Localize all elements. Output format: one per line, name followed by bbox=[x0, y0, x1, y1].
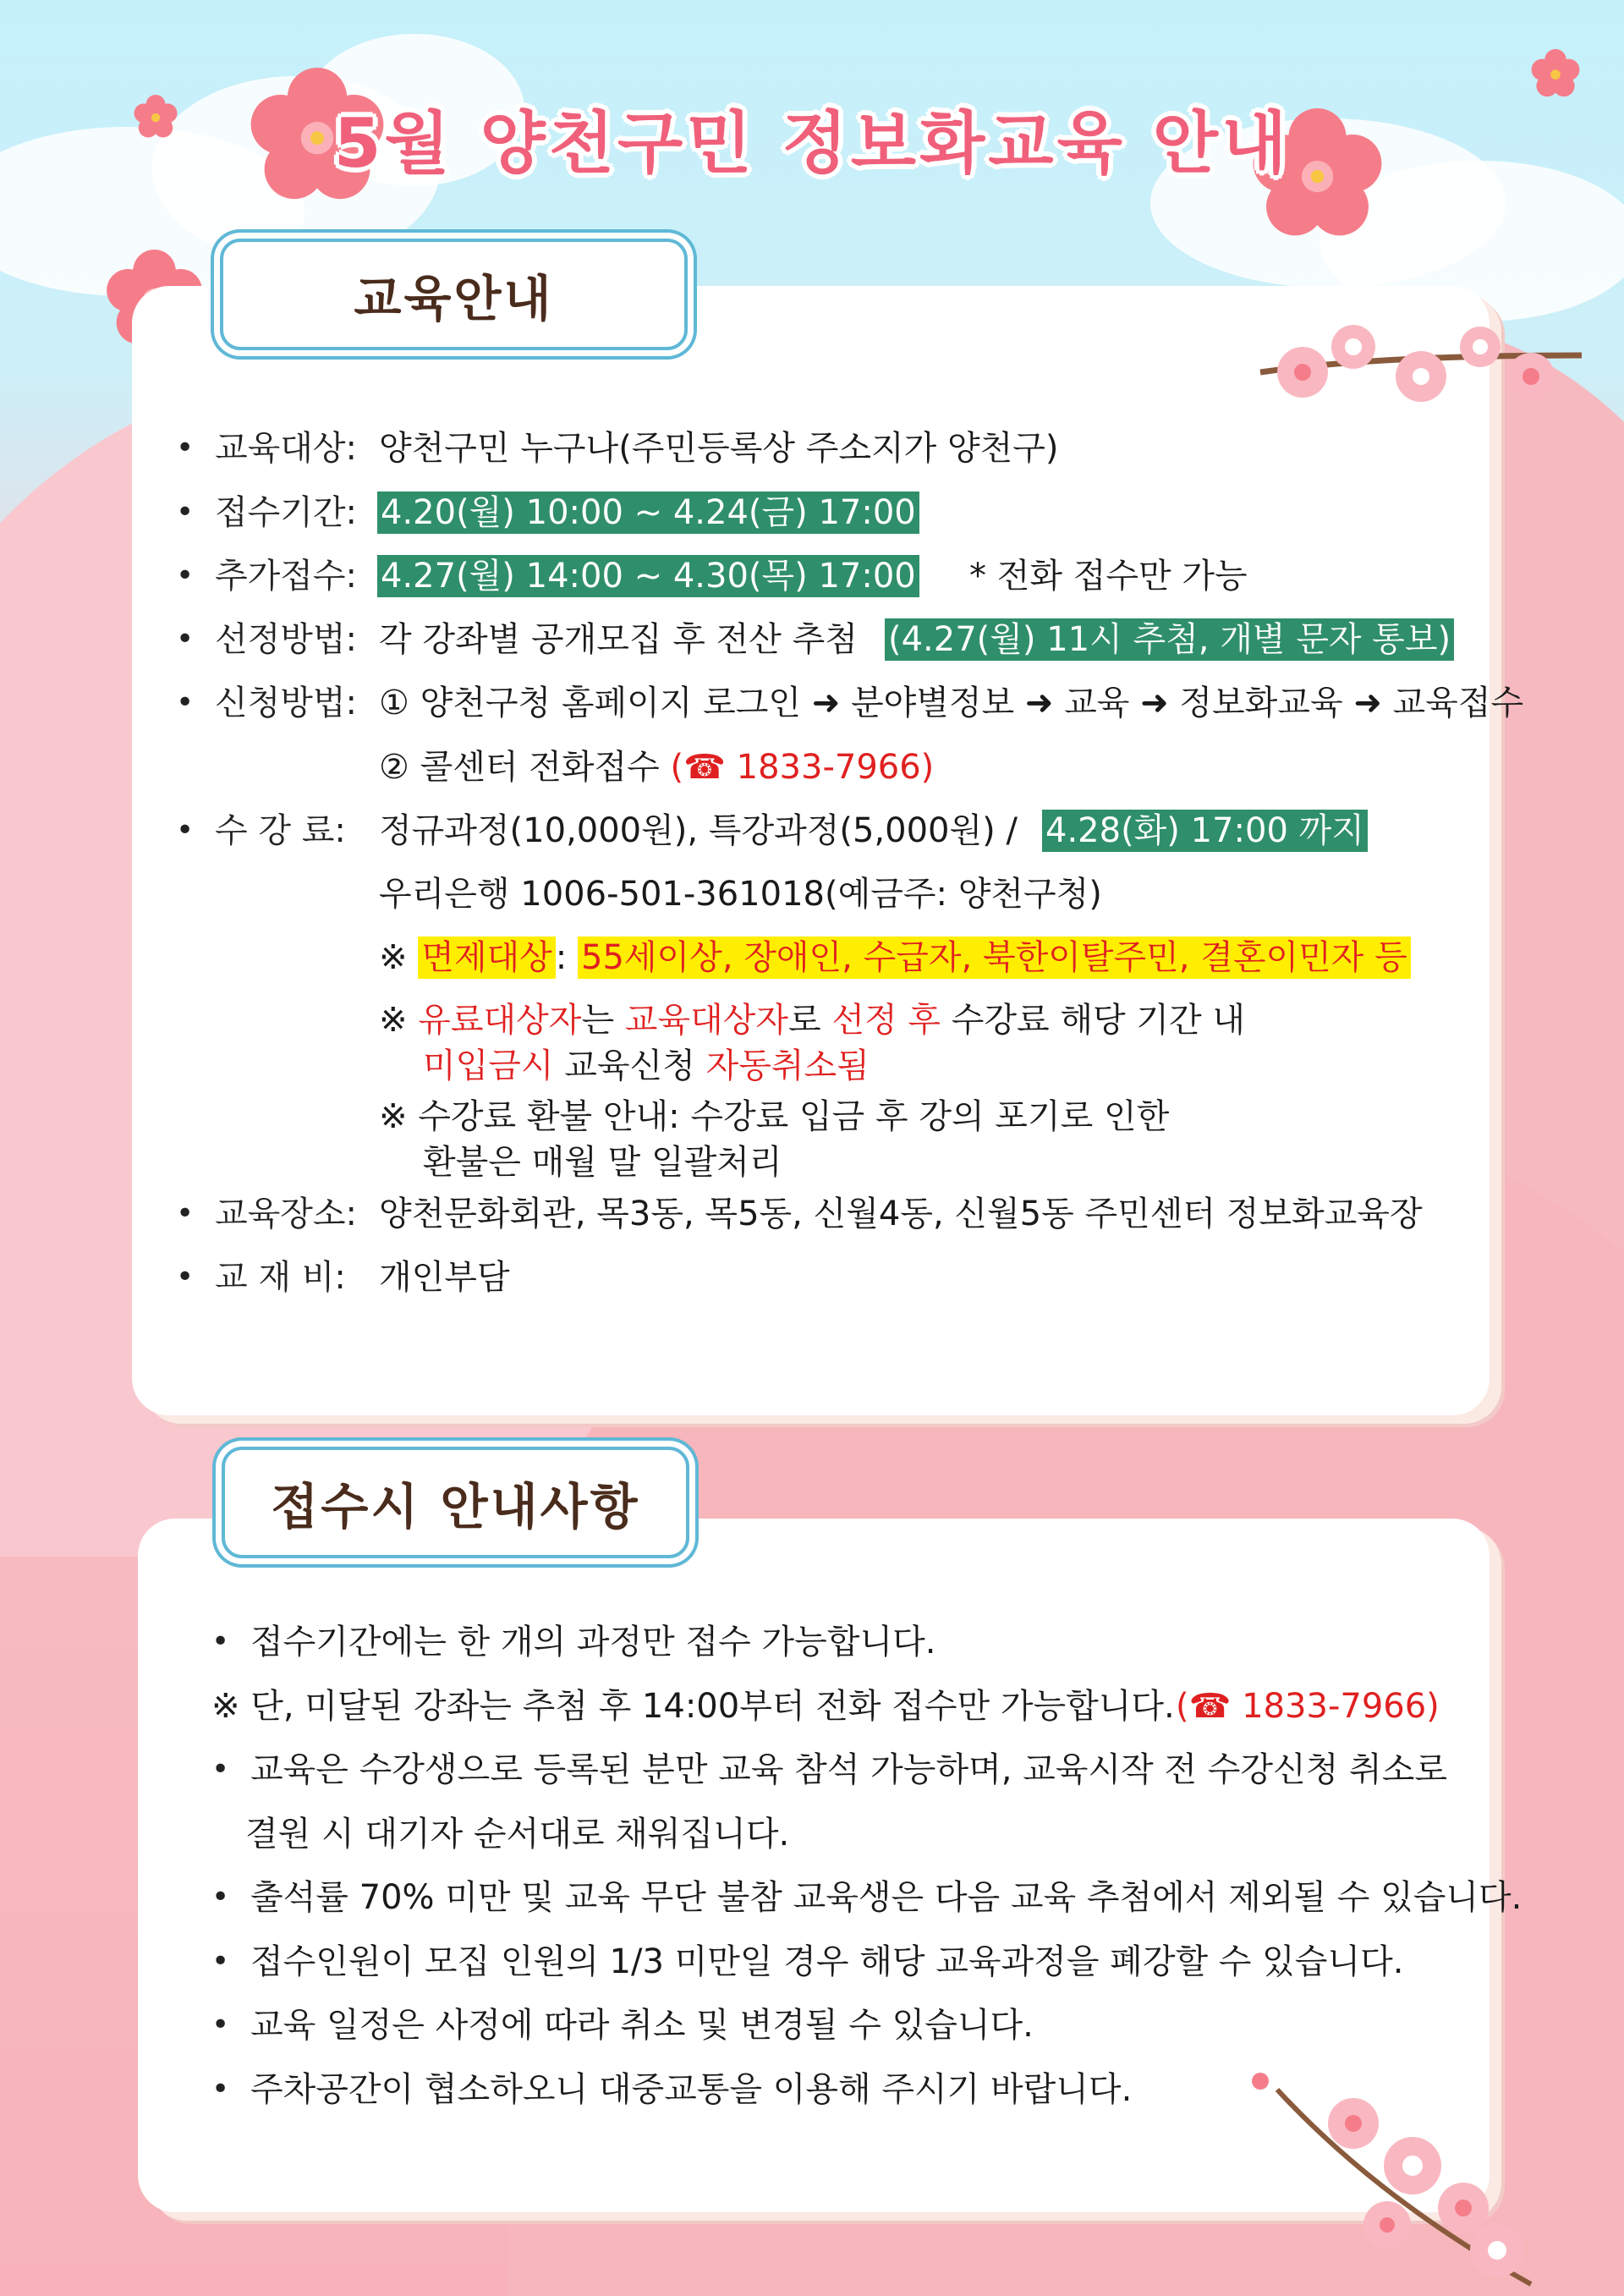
highlight-green: 4.28(화) 17:00 까지 bbox=[1042, 810, 1368, 852]
item-highlight-reception-period bbox=[377, 493, 919, 532]
education-info-tag: 교육안내 bbox=[220, 239, 688, 350]
page-title: 5월 양천구민 정보화교육 안내 bbox=[333, 104, 1291, 183]
bullet: • bbox=[211, 1752, 230, 1787]
bullet: • bbox=[176, 622, 195, 656]
apply-step: ① 양천구청 홈페이지 로그인 bbox=[379, 684, 802, 722]
paid-text: 교육신청 bbox=[553, 1046, 706, 1085]
fee-paid-line-1 bbox=[379, 1001, 1245, 1040]
fee-exempt-line bbox=[379, 938, 1411, 977]
item-label-location: 교육장소: bbox=[215, 1195, 358, 1233]
highlight-green: 4.27(월) 14:00 ~ 4.30(목) 17:00 bbox=[377, 555, 919, 597]
item-label-textbook: 교 재 비: bbox=[215, 1258, 346, 1297]
fee-bank-account: 우리은행 1006-501-361018(예금주: 양천구청) bbox=[379, 875, 1102, 914]
item-highlight-fee-deadline bbox=[1042, 811, 1368, 850]
bullet: • bbox=[211, 2072, 230, 2106]
apply-step: 교육접수 bbox=[1392, 684, 1524, 722]
notice-line: 결원 시 대기자 순서대로 채워집니다. bbox=[245, 1815, 790, 1854]
bullet: • bbox=[176, 431, 195, 465]
paid-selected-text: 선정 후 bbox=[831, 1001, 941, 1040]
apply-step: 교육 bbox=[1064, 684, 1130, 722]
bullet: • bbox=[176, 685, 195, 720]
highlight-green: 4.20(월) 10:00 ~ 4.24(금) 17:00 bbox=[377, 492, 919, 534]
item-highlight-extra-reception bbox=[377, 557, 919, 596]
callcenter-text: ② 콜센터 전화접수 bbox=[379, 748, 660, 787]
arrow-right-icon: ➜ bbox=[811, 684, 841, 722]
item-label-fee: 수 강 료: bbox=[215, 811, 346, 850]
item-text-selection: 각 강좌별 공개모집 후 전산 추첨 bbox=[379, 620, 858, 659]
arrow-right-icon: ➜ bbox=[1140, 684, 1169, 722]
item-text-fee: 정규과정(10,000원), 특강과정(5,000원) / bbox=[379, 811, 1018, 850]
item-label-extra-reception: 추가접수: bbox=[215, 557, 358, 596]
bullet: • bbox=[176, 1196, 195, 1231]
notice-line: 교육 일정은 사정에 따라 취소 및 변경될 수 있습니다. bbox=[250, 2006, 1034, 2045]
blossom-branch-icon bbox=[1252, 296, 1590, 431]
item-highlight-selection bbox=[885, 620, 1454, 659]
paid-cancel-text: 자동취소됨 bbox=[705, 1046, 870, 1085]
notice-line: 출석률 70% 미만 및 교육 무단 불참 교육생은 다음 교육 추첨에서 제외될 수 있습니다. bbox=[250, 1878, 1522, 1917]
exempt-label: 면제대상 bbox=[418, 937, 556, 979]
item-label-target: 교육대상: bbox=[215, 429, 358, 468]
fee-paid-line-2 bbox=[423, 1046, 870, 1085]
apply-steps-line bbox=[379, 686, 1523, 720]
notice-line: 교육은 수강생으로 등록된 분만 교육 참석 가능하며, 교육시작 전 수강신청 취소로 bbox=[250, 1750, 1447, 1789]
item-label-reception-period: 접수기간: bbox=[215, 493, 358, 532]
bullet: • bbox=[176, 495, 195, 530]
arrow-right-icon: ➜ bbox=[1024, 684, 1054, 722]
item-label-selection: 선정방법: bbox=[215, 620, 358, 659]
paid-target-text: 유료대상자 bbox=[418, 1001, 582, 1040]
item-note-phone-only: * 전화 접수만 가능 bbox=[969, 557, 1248, 596]
bullet: • bbox=[176, 558, 195, 593]
bullet: • bbox=[211, 1880, 230, 1914]
paid-text: 수강료 해당 기간 내 bbox=[941, 1001, 1245, 1040]
notice-line: 주차공간이 협소하오니 대중교통을 이용해 주시기 바랍니다. bbox=[250, 2070, 1133, 2109]
arrow-right-icon: ➜ bbox=[1353, 684, 1382, 722]
bullet: • bbox=[176, 1260, 195, 1294]
fee-refund-line-1: ※ 수강료 환불 안내: 수강료 입금 후 강의 포기로 인한 bbox=[379, 1097, 1170, 1136]
paid-text: 는 bbox=[581, 1001, 625, 1040]
bullet: • bbox=[176, 813, 195, 848]
apply-step: 정보화교육 bbox=[1179, 684, 1343, 722]
item-text-location: 양천문화회관, 목3동, 목5동, 신월4동, 신월5동 주민센터 정보화교육장 bbox=[379, 1195, 1423, 1233]
fee-refund-line-2: 환불은 매월 말 일괄처리 bbox=[423, 1143, 782, 1182]
note-mark: ※ bbox=[379, 938, 408, 977]
apply-step: 분야별정보 bbox=[851, 684, 1015, 722]
exempt-colon: : bbox=[555, 938, 568, 977]
notice-line: 접수기간에는 한 개의 과정만 접수 가능합니다. bbox=[250, 1623, 936, 1662]
blossom-cluster-icon bbox=[1243, 2064, 1556, 2293]
callcenter-phone: (☎ 1833-7966) bbox=[670, 748, 935, 787]
bullet: • bbox=[211, 2008, 230, 2042]
paid-unpaid-text: 미입금시 bbox=[423, 1046, 554, 1085]
notice-line: ※ 단, 미달된 강좌는 추첨 후 14:00부터 전화 접수만 가능합니다. bbox=[211, 1687, 1175, 1726]
highlight-green: (4.27(월) 11시 추첨, 개별 문자 통보) bbox=[885, 618, 1454, 661]
item-text-textbook: 개인부담 bbox=[379, 1258, 510, 1297]
apply-callcenter-line bbox=[379, 748, 935, 787]
notice-phone: (☎ 1833-7966) bbox=[1176, 1687, 1440, 1726]
paid-target-text: 교육대상자 bbox=[624, 1001, 788, 1040]
item-label-apply-method: 신청방법: bbox=[215, 684, 358, 722]
notice-line: 접수인원이 모집 인원의 1/3 미만일 경우 해당 교육과정을 폐강할 수 있습니다. bbox=[250, 1942, 1404, 1981]
bullet: • bbox=[211, 1944, 230, 1979]
paid-text: 로 bbox=[788, 1001, 832, 1040]
reception-notice-tag: 접수시 안내사항 bbox=[222, 1447, 689, 1558]
exempt-text: 55세이상, 장애인, 수급자, 북한이탈주민, 결혼이민자 등 bbox=[578, 937, 1411, 979]
note-mark: ※ bbox=[379, 1001, 408, 1040]
item-text-target: 양천구민 누구나(주민등록상 주소지가 양천구) bbox=[379, 429, 1059, 468]
bullet: • bbox=[211, 1624, 230, 1659]
